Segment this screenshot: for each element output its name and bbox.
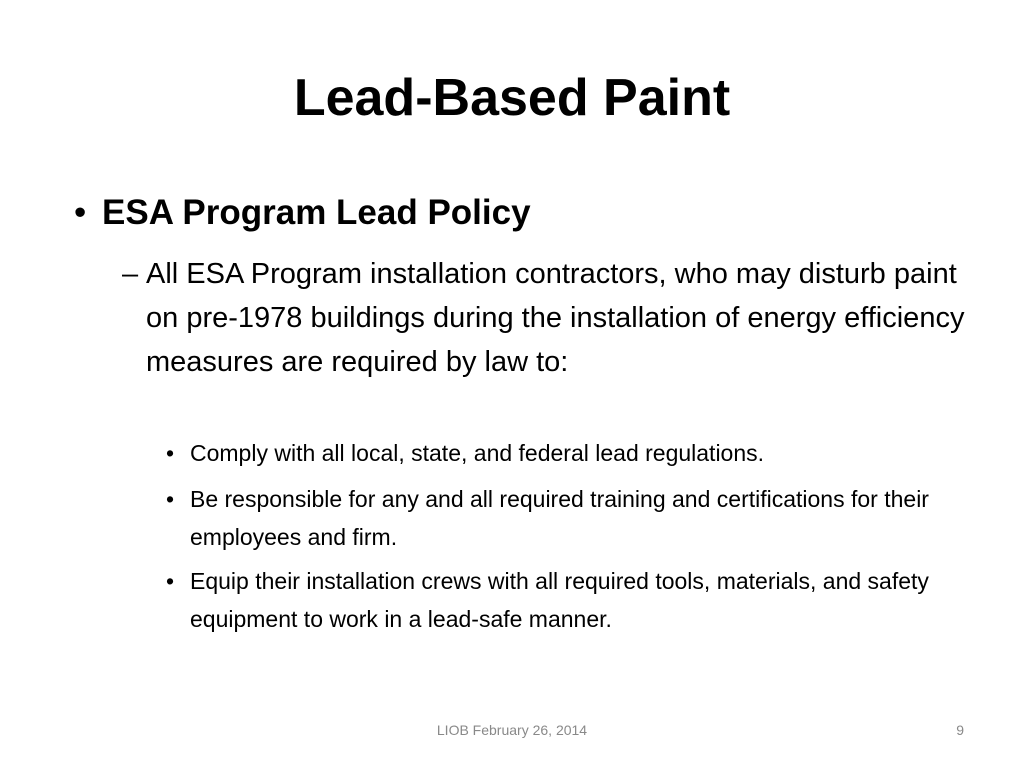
bullet-marker: • [166,486,175,512]
page-number: 9 [956,722,964,738]
footer-date: LIOB February 26, 2014 [436,722,588,738]
bullet-marker: • [166,440,175,466]
slide-title: Lead-Based Paint [293,69,731,127]
bullet-marker: • [166,568,175,594]
bullet-text: Be responsible for any and all required training and certifications for their employees and firm. [190,486,929,550]
dash-marker: – [122,258,139,290]
bullet-level-3-item [160,434,940,472]
bullet-text: ESA Program Lead Policy [102,193,531,232]
bullet-text: Comply with all local, state, and federal lead regulations. [190,440,765,466]
bullet-level-3-item [160,480,940,556]
bullet-text: All ESA Program installation contractors, who may disturb paint on pre-1978 buildings during the installation of energy efficiency measures are required by law to: [146,258,965,378]
bullet-text: Equip their installation crews with all required tools, materials, and safety equipment to work in a lead-safe manner. [190,568,929,632]
bullet-level-2 [118,252,978,384]
bullet-level-1 [74,188,974,238]
bullet-marker: • [74,193,87,232]
bullet-level-3-item [160,562,940,638]
